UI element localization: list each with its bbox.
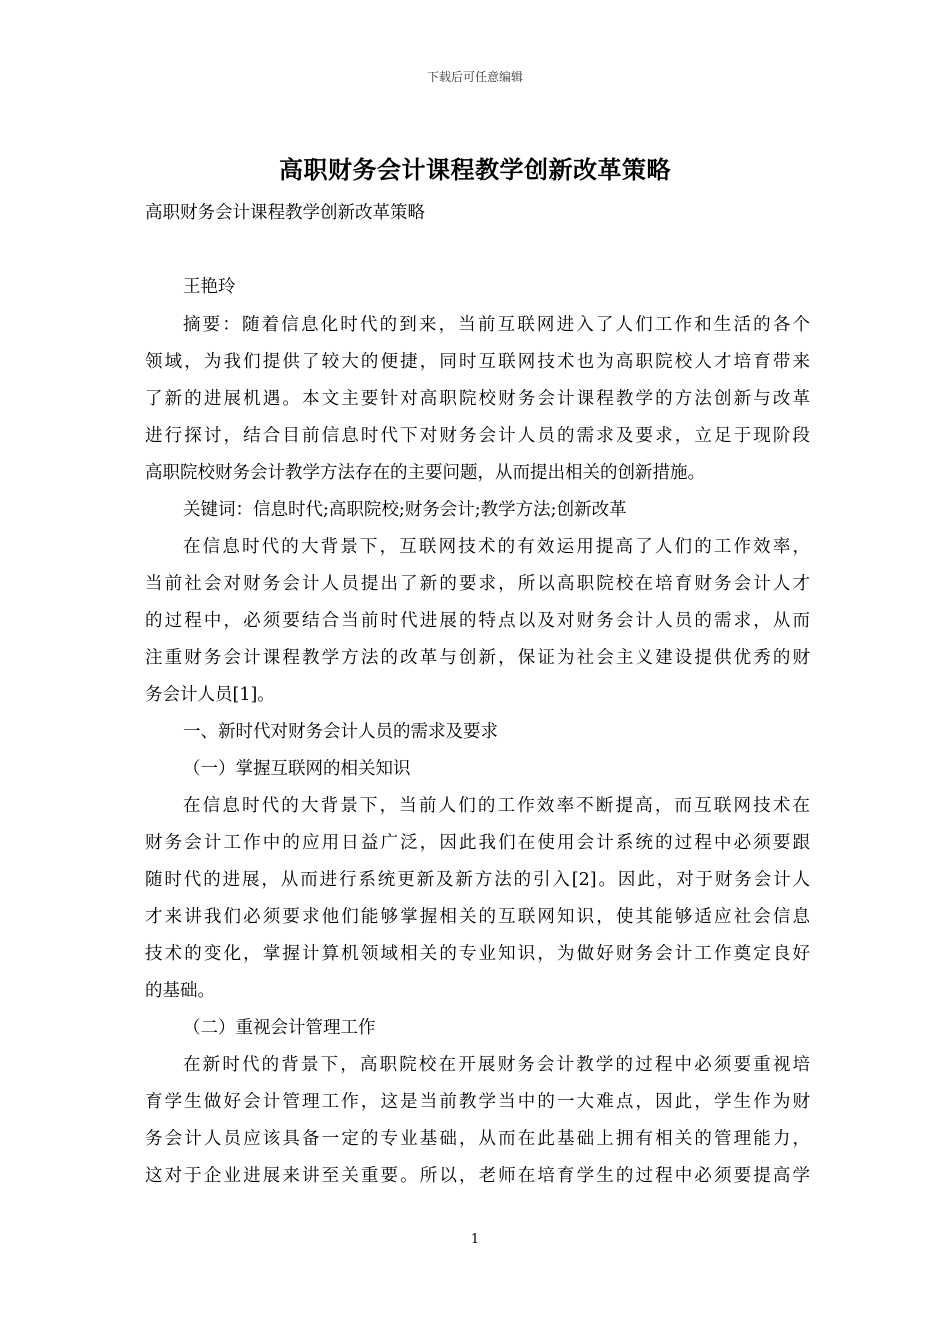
author-line: 王艳玲 [183,277,236,297]
paragraph-line: 注重财务会计课程教学方法的改革与创新，保证为社会主义建设提供优秀的财 [145,648,810,668]
abstract-line: 了新的进展机遇。本文主要针对高职院校财务会计课程教学的方法创新与改革 [145,389,810,409]
abstract-line: 摘要：随着信息化时代的到来，当前互联网进入了人们工作和生活的各个 [183,315,810,335]
page-header: 下载后可任意编辑 [426,70,523,84]
subsection-heading: （一）掌握互联网的相关知识 [183,759,411,779]
paragraph-line: 这对于企业进展来讲至关重要。所以，老师在培育学生的过程中必须要提高学 [145,1166,810,1186]
page-number: 1 [470,1232,480,1247]
paragraph-line: 育学生做好会计管理工作，这是当前教学当中的一大难点，因此，学生作为财 [145,1092,810,1112]
abstract-line: 高职院校财务会计教学方法存在的主要问题，从而提出相关的创新措施。 [145,463,705,483]
section-heading: 一、新时代对财务会计人员的需求及要求 [183,722,498,742]
paragraph-line: 才来讲我们必须要求他们能够掌握相关的互联网知识，使其能够适应社会信息 [145,907,810,927]
paragraph-line: 务会计人员应该具备一定的专业基础，从而在此基础上拥有相关的管理能力， [145,1129,810,1149]
paragraph-line: 在新时代的背景下，高职院校在开展财务会计教学的过程中必须要重视培 [183,1055,810,1075]
paragraph-line: 务会计人员[1]。 [145,685,275,705]
paragraph-line: 的基础。 [145,981,215,1001]
subsection-heading: （二）重视会计管理工作 [183,1018,376,1038]
paragraph-line: 技术的变化，掌握计算机领域相关的专业知识，为做好财务会计工作奠定良好 [145,944,810,964]
paragraph-line: 随时代的进展，从而进行系统更新及新方法的引入[2]。因此，对于财务会计人 [145,870,810,890]
abstract-line: 进行探讨，结合目前信息时代下对财务会计人员的需求及要求，立足于现阶段 [145,426,810,446]
paragraph-line: 在信息时代的大背景下，当前人们的工作效率不断提高，而互联网技术在 [183,796,810,816]
abstract-line: 领域，为我们提供了较大的便捷，同时互联网技术也为高职院校人才培育带来 [145,352,810,372]
keywords-line: 关键词：信息时代;高职院校;财务会计;教学方法;创新改革 [183,500,627,520]
paragraph-line: 财务会计工作中的应用日益广泛，因此我们在使用会计系统的过程中必须要跟 [145,833,810,853]
paragraph-line: 的过程中，必须要结合当前时代进展的特点以及对财务会计人员的需求，从而 [145,611,810,631]
paragraph-line: 在信息时代的大背景下，互联网技术的有效运用提高了人们的工作效率， [183,537,810,557]
subtitle-line: 高职财务会计课程教学创新改革策略 [145,203,425,223]
document-title: 高职财务会计课程教学创新改革策略 [279,155,671,184]
paragraph-line: 当前社会对财务会计人员提出了新的要求，所以高职院校在培育财务会计人才 [145,574,810,594]
